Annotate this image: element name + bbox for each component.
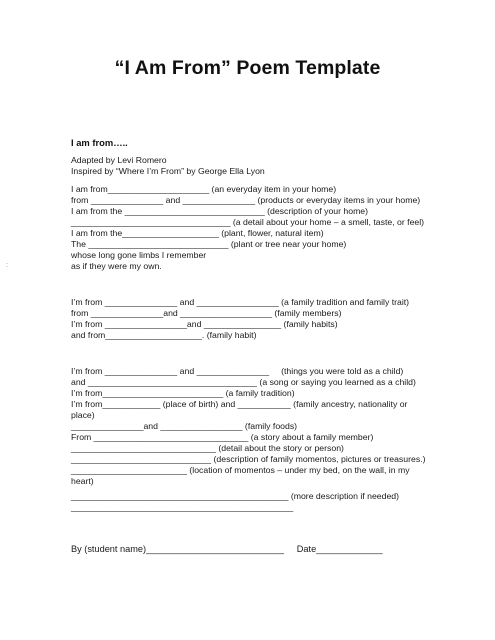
poem-line: From ________________________________ (a story about a family member) <box>71 432 374 442</box>
poem-line: whose long gone limbs I remember <box>71 250 207 260</box>
margin-mark: : <box>6 262 8 269</box>
poem-line: from _______________and ___________________ (family members) <box>71 308 342 318</box>
poem-line: from _______________ and _______________ (products or everyday items in your home) <box>71 195 421 205</box>
page-title: “I Am From” Poem Template <box>114 57 381 79</box>
poem-line: I am from_____________________ (an everyday item in your home) <box>71 184 337 194</box>
poem-line: ______________________________________________ <box>71 502 294 512</box>
poem-line: and ___________________________________ (a song or saying you learned as a child) <box>71 377 416 387</box>
poem-line: The _____________________________ (plant or tree near your home) <box>71 239 347 249</box>
poem-line: I’m from _______________ and _________________ (a family tradition and family trait) <box>71 297 410 307</box>
poem-line: place) <box>71 410 95 420</box>
poem-line: as if they were my own. <box>71 261 162 271</box>
credit-line: Adapted by Levi Romero <box>71 155 167 165</box>
poem-line: I am from the _____________________________ (description of your home) <box>71 206 369 216</box>
poem-line: and from____________________. (family habit) <box>71 330 257 340</box>
poem-line: I’m from _______________ and _______________ (things you were told as a child) <box>71 366 404 376</box>
section-heading: I am from….. <box>71 137 128 148</box>
credit-line: Inspired by “Where I’m From” by George Ella Lyon <box>71 166 265 176</box>
poem-line: _____________________________ (description of family momentos, pictures or treasures.) <box>71 454 426 464</box>
poem-line: I’m from____________ (place of birth) and ___________ (family ancestry, nationality or <box>71 399 408 409</box>
poem-line: _________________________________ (a detail about your home – a smell, taste, or feel) <box>71 217 425 227</box>
poem-line: I’m from_________________________ (a family tradition) <box>71 388 295 398</box>
poem-line: heart) <box>71 476 94 486</box>
poem-line: ______________________________ (detail about the story or person) <box>71 443 344 453</box>
poem-line: ________________________ (location of momentos – under my bed, on the wall, in my <box>71 465 410 475</box>
poem-line: I am from the____________________ (plant, flower, natural item) <box>71 228 324 238</box>
poem-line: _______________and _________________ (family foods) <box>71 421 298 431</box>
poem-line: I’m from _________________and ________________ (family habits) <box>71 319 338 329</box>
student-name-date-line: By (student name)___________________________ Date_____________ <box>71 544 383 554</box>
poem-line: _____________________________________________ (more description if needed) <box>71 491 399 501</box>
